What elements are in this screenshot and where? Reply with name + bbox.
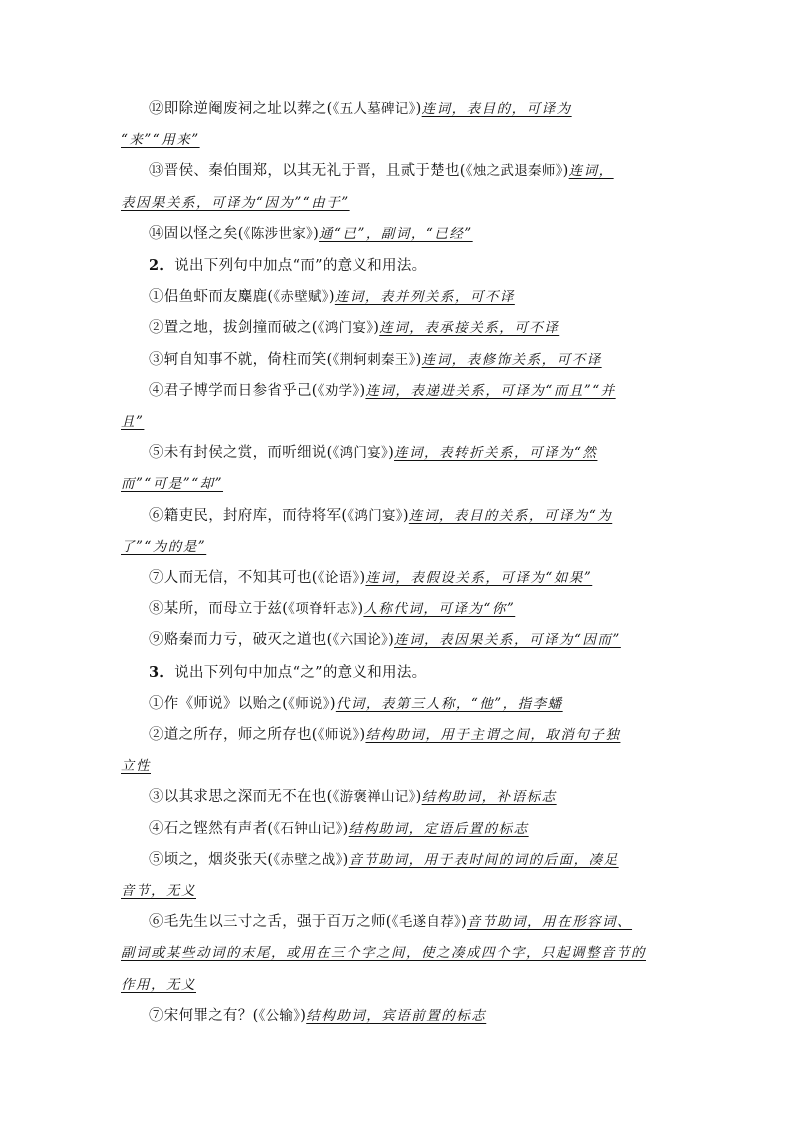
question-text: ②道之所存，师之所存也(: [149, 727, 318, 744]
question-text: ⑥籍吏民，封府库，而待将军(: [149, 507, 348, 524]
source-title: 《陈涉世家》: [243, 225, 314, 242]
source-title: 《公输》: [258, 1007, 301, 1024]
question-text: ⑨赂秦而力亏，破灭之道也(: [149, 632, 333, 649]
answer-text: 连词，表假设关系，可译为“如果”: [365, 570, 593, 587]
question-line: [121, 376, 681, 407]
answer-continuation-line: [121, 938, 681, 969]
answer-text: 副词或某些动词的末尾，或用在三个字之间，使之凑成四个字，只起调整音节的: [121, 945, 646, 962]
source-title: 《赤壁之战》: [273, 851, 343, 868]
close-paren: ): [461, 914, 468, 931]
question-text: ⑦人而无信，不知其可也(: [149, 570, 318, 587]
answer-text: 连词，表承接关系，可不译: [379, 320, 560, 337]
source-title: 《鸿门宴》: [347, 507, 403, 524]
answer-text: 音节，无义: [121, 883, 196, 900]
section-heading: [121, 657, 681, 689]
answer-text: 结构助词，用于主谓之间，取消句子独: [365, 727, 621, 744]
question-line: [121, 219, 681, 250]
source-title: 《游褒禅山记》: [332, 789, 416, 806]
close-paren: ): [342, 820, 349, 837]
answer-text: 表因果关系，可译为“因为”“由于”: [121, 194, 350, 211]
question-line: [121, 438, 681, 469]
question-line: [121, 156, 681, 187]
question-text: ⑤未有封侯之赏，而听细说(: [149, 445, 333, 462]
question-text: ⑥毛先生以三寸之舌，强于百万之师(: [149, 914, 392, 931]
source-title: 《六国论》: [332, 632, 389, 649]
answer-text: 连词，表因果关系，可译为“因而”: [394, 632, 621, 649]
answer-continuation-line: [121, 188, 681, 219]
answer-text: 连词，表转折关系，可译为“然: [394, 445, 598, 462]
answer-continuation-line: [121, 876, 681, 907]
question-line: [121, 345, 681, 376]
answer-text: 连词，表目的关系，可译为“为: [408, 507, 613, 524]
source-title: 《鸿门宴》: [317, 320, 374, 337]
question-text: ②置之地，拔剑撞而破之(: [149, 320, 318, 337]
document-page: [121, 94, 681, 1032]
answer-continuation-line: [121, 407, 681, 438]
question-text: ③以其求思之深而无不在也(: [149, 789, 333, 806]
question-text: ④君子博学而日参省乎己(: [149, 382, 318, 399]
question-line: [121, 501, 681, 532]
section-number: 3．: [149, 663, 175, 681]
close-paren: ): [359, 570, 366, 587]
close-paren: ): [415, 101, 422, 117]
section-number: 2．: [149, 257, 175, 275]
question-text: ⑤顷之，烟炎张天(: [149, 851, 274, 868]
question-text: ①侣鱼虾而友麋鹿(: [149, 289, 274, 306]
question-text: ⑭固以怪之矣(: [149, 225, 244, 242]
close-paren: ): [329, 695, 336, 712]
answer-text: 音节助词，用在形容词、: [467, 914, 633, 931]
question-line: [121, 313, 681, 344]
close-paren: ): [300, 1007, 307, 1024]
source-title: 《劝学》: [317, 382, 360, 399]
question-text: ⑬晋侯、秦伯围郑，以其无礼于晋，且贰于楚也(: [149, 163, 466, 180]
close-paren: ): [562, 163, 569, 180]
answer-text: 连词，表递进关系，可译为“而且”“并: [365, 382, 616, 399]
question-line: [121, 563, 681, 594]
close-paren: ): [415, 789, 422, 806]
answer-text: “来”“用来”: [121, 132, 200, 149]
source-title: 《师说》: [288, 695, 330, 712]
question-line: [121, 907, 681, 938]
close-paren: ): [342, 851, 349, 868]
close-paren: ): [373, 320, 380, 337]
source-title: 《论语》: [317, 570, 360, 587]
close-paren: ): [313, 225, 320, 242]
source-title: 《烛之武退秦师》: [465, 163, 563, 180]
answer-text: 结构助词，宾语前置的标志: [306, 1007, 487, 1024]
answer-continuation-line: [121, 970, 681, 1001]
answer-text: 作用，无义: [121, 976, 196, 993]
question-text: ⑦宋何罪之有？(: [149, 1007, 259, 1024]
close-paren: ): [359, 382, 366, 399]
question-line: [121, 689, 681, 720]
close-paren: ): [328, 289, 335, 306]
section-heading: [121, 250, 681, 282]
answer-text: 且”: [121, 414, 145, 431]
source-title: 《师说》: [317, 727, 360, 744]
source-title: 《五人墓碑记》: [332, 101, 416, 117]
source-title: 《荆轲刺秦王》: [332, 351, 416, 368]
close-paren: ): [415, 351, 422, 368]
question-line: [121, 814, 681, 845]
answer-text: 音节助词，用于表时间的词的后面，凑足: [348, 851, 619, 868]
source-title: 《赤壁赋》: [273, 289, 329, 306]
answer-text: 连词，: [568, 163, 614, 180]
section-instruction: 说出下列句中加点“而”的意义和用法。: [174, 258, 427, 275]
answer-continuation-line: [121, 751, 681, 782]
question-text: ①作《师说》以贻之(: [149, 695, 289, 712]
question-line: [121, 782, 681, 813]
answer-text: 了”“为的是”: [121, 538, 207, 555]
question-line: [121, 282, 681, 313]
answer-text: 而”“可是”“却”: [121, 476, 224, 493]
source-title: 《项脊轩志》: [288, 601, 358, 618]
answer-text: 连词，表并列关系，可不译: [334, 289, 515, 306]
close-paren: ): [402, 507, 409, 524]
answer-text: 代词，表第三人称，“他”，指李蟠: [335, 695, 563, 712]
question-line: [121, 845, 681, 876]
source-title: 《石钟山记》: [273, 820, 343, 837]
answer-text: 连词，表修饰关系，可不译: [421, 351, 602, 368]
source-title: 《鸿门宴》: [332, 445, 389, 462]
answer-continuation-line: [121, 469, 681, 500]
question-line: [121, 720, 681, 751]
question-text: ③轲自知事不就，倚柱而笑(: [149, 351, 333, 368]
question-text: ⑫即除逆阉废祠之址以葬之(: [149, 101, 333, 117]
close-paren: ): [388, 445, 395, 462]
close-paren: ): [357, 601, 364, 618]
answer-continuation-line: [121, 532, 681, 563]
question-text: ④石之铿然有声者(: [149, 820, 274, 837]
source-title: 《毛遂自荐》: [391, 914, 462, 931]
section-instruction: 说出下列句中加点“之”的意义和用法。: [174, 664, 427, 681]
answer-text: 结构助词，补语标志: [421, 789, 557, 806]
answer-text: 连词，表目的，可译为: [421, 101, 572, 117]
question-line: [121, 594, 681, 625]
answer-text: 人称代词，可译为“你”: [363, 601, 516, 618]
question-text: ⑧某所，而母立于兹(: [149, 601, 289, 618]
question-line: [121, 625, 681, 656]
answer-continuation-line: [121, 125, 681, 156]
close-paren: ): [359, 727, 366, 744]
question-line: [121, 94, 681, 125]
close-paren: ): [388, 632, 395, 649]
question-line: [121, 1001, 681, 1032]
answer-text: 通“已”，副词，“已经”: [319, 225, 473, 242]
answer-text: 立性: [121, 758, 151, 775]
answer-text: 结构助词，定语后置的标志: [348, 820, 529, 837]
